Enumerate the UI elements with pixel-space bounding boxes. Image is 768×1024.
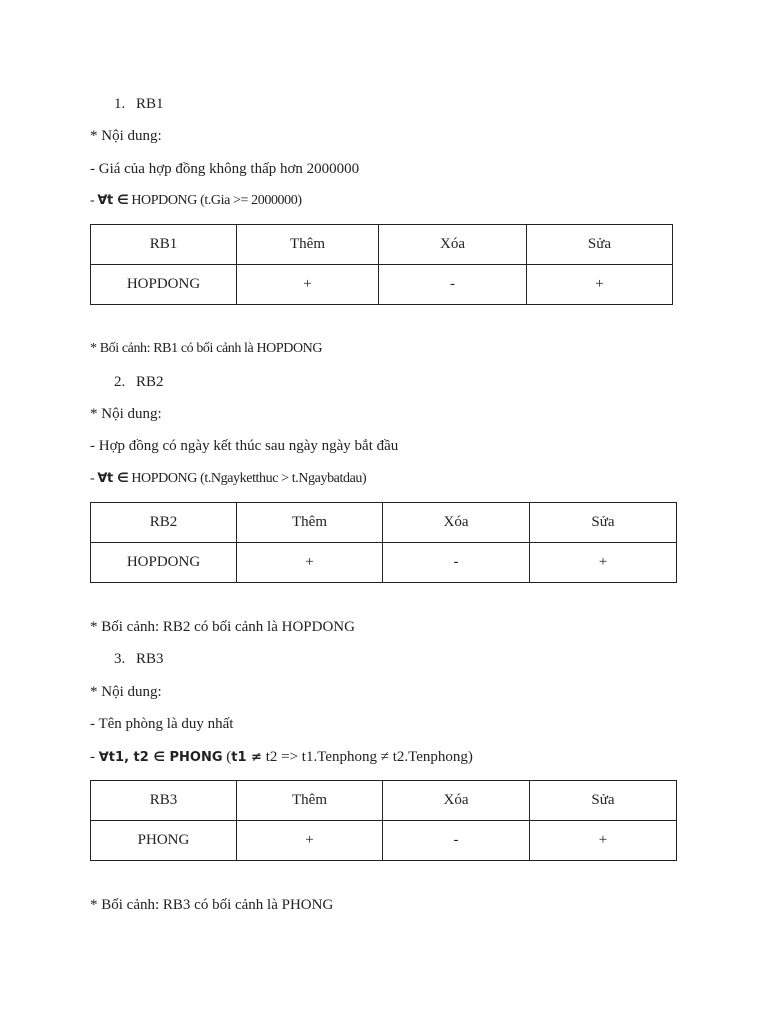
section-1-description: - Giá của hợp đồng không thấp hơn 2000000 (90, 161, 360, 177)
formula-prefix: - (90, 749, 99, 765)
table-header-cell: Sửa (527, 225, 673, 265)
section-1-content-label: * Nội dung: (90, 128, 162, 144)
table-cell: - (383, 543, 530, 583)
section-2-content-label: * Nội dung: (90, 406, 162, 422)
formula-body: t2 => t1.Tenphong ≠ t2.Tenphong) (261, 749, 473, 765)
table-header-cell: Sửa (530, 781, 677, 821)
section-2-number: 2. (114, 374, 126, 390)
table-header-cell: Thêm (237, 781, 383, 821)
section-3-title: RB3 (136, 651, 164, 667)
table-cell: + (527, 265, 673, 305)
section-2-heading (114, 373, 164, 391)
section-3-context: * Bối cảnh: RB3 có bối cảnh là PHONG (90, 897, 334, 913)
table-cell: + (237, 265, 379, 305)
formula-prefix: - (90, 471, 98, 486)
formula-body: HOPDONG (t.Gia >= 2000000) (128, 193, 302, 208)
table-cell: HOPDONG (91, 543, 237, 583)
table-cell: + (237, 543, 383, 583)
table-row (91, 265, 673, 305)
table-header-row (91, 503, 677, 543)
section-1-context: * Bối cảnh: RB1 có bối cảnh là HOPDONG (90, 341, 323, 356)
table-header-cell: Thêm (237, 225, 379, 265)
section-1-number: 1. (114, 96, 126, 112)
table-header-cell: Xóa (383, 781, 530, 821)
table-cell: - (383, 821, 530, 861)
table-row (91, 821, 677, 861)
section-2-description: - Hợp đồng có ngày kết thúc sau ngày ngày bắt đầu (90, 438, 399, 454)
section-1-formula (90, 192, 302, 210)
section-2-context: * Bối cảnh: RB2 có bối cảnh là HOPDONG (90, 619, 355, 635)
formula-quantifier: ∀t1, t2 ∈ PHONG (98, 750, 223, 765)
section-3-formula (90, 748, 473, 767)
table-row (91, 543, 677, 583)
table-cell: + (237, 821, 383, 861)
table-header-row (91, 781, 677, 821)
section-3-heading (114, 650, 164, 668)
table-cell: + (530, 821, 677, 861)
formula-quantifier: ∀t ∈ (97, 193, 129, 208)
section-1-heading (114, 95, 164, 113)
table-header-row (91, 225, 673, 265)
section-1-title: RB1 (136, 96, 164, 112)
formula-condition: t1 ≠ (231, 750, 262, 765)
table-header-cell: RB2 (91, 503, 237, 543)
section-3-description: - Tên phòng là duy nhất (90, 716, 234, 732)
formula-body: HOPDONG (t.Ngayketthuc > t.Ngaybatdau) (128, 471, 367, 486)
table-header-cell: Xóa (383, 503, 530, 543)
section-3-number: 3. (114, 651, 126, 667)
table-cell: + (530, 543, 677, 583)
table-header-cell: RB1 (91, 225, 237, 265)
section-3-table (90, 780, 677, 861)
table-header-cell: Xóa (379, 225, 527, 265)
section-3-content-label: * Nội dung: (90, 684, 162, 700)
table-cell: HOPDONG (91, 265, 237, 305)
section-2-table (90, 502, 677, 583)
table-header-cell: Sửa (530, 503, 677, 543)
formula-quantifier: ∀t ∈ (97, 471, 129, 486)
section-2-title: RB2 (136, 374, 164, 390)
formula-paren: ( (222, 749, 232, 765)
formula-prefix: - (90, 193, 98, 208)
table-cell: - (379, 265, 527, 305)
table-header-cell: Thêm (237, 503, 383, 543)
section-2-formula (90, 470, 366, 488)
section-1-table (90, 224, 673, 305)
table-cell: PHONG (91, 821, 237, 861)
table-header-cell: RB3 (91, 781, 237, 821)
